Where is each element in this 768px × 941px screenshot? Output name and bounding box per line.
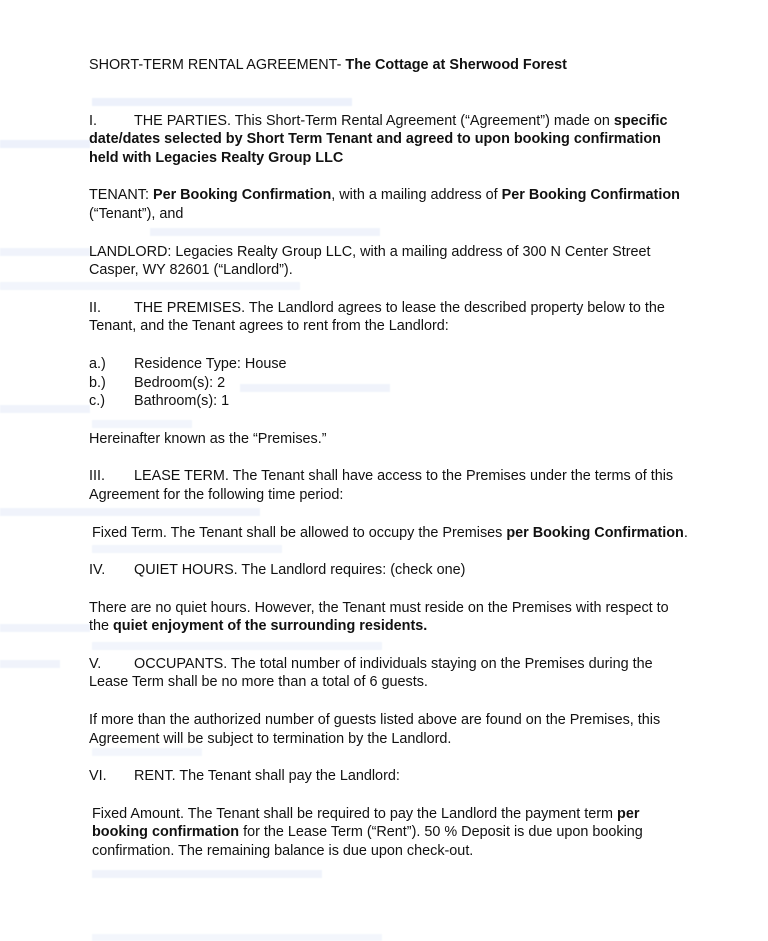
document-title bbox=[89, 56, 689, 75]
section-number: I. bbox=[89, 112, 97, 129]
section-number: IV. bbox=[89, 562, 106, 579]
section-text: RENT. The Tenant shall pay the Landlord: bbox=[134, 768, 400, 785]
section-occupants bbox=[89, 655, 689, 692]
section-lease-term bbox=[89, 467, 689, 504]
rent-text: Fixed Amount. The Tenant shall be required to pay the Landlord the payment term bbox=[92, 805, 618, 822]
tenant-label: TENANT: bbox=[89, 187, 153, 204]
section-text: LEASE TERM. The Tenant shall have access to the Premises under the terms of this Agreement for the following time period: bbox=[89, 468, 674, 503]
section-number: II. bbox=[89, 299, 101, 316]
list-item bbox=[89, 392, 689, 411]
quiet-body-text: There are no quiet hours. However, the Tenant must reside on the Premises with respect to the bbox=[89, 599, 669, 635]
list-text: Bathroom(s): 1 bbox=[134, 393, 230, 410]
occupants-body: If more than the authorized number of guests listed above are found on the Premises, this Agreement will be subject to termination by the Landlord. bbox=[89, 712, 661, 747]
section-text: OCCUPANTS. The total number of individuals staying on the Premises during the Lease Term shall be no more than a total of 6 guests. bbox=[89, 655, 653, 691]
section-number: VI. bbox=[89, 768, 107, 785]
section-premises bbox=[89, 299, 689, 336]
fixed-term-end: . bbox=[683, 524, 688, 541]
tenant-clause bbox=[89, 186, 689, 223]
quiet-hours-body bbox=[89, 599, 689, 636]
list-marker: c.) bbox=[89, 393, 105, 410]
list-item bbox=[89, 355, 689, 374]
section-text: THE PARTIES. This Short-Term Rental Agreement (“Agreement”) made on bbox=[134, 112, 614, 129]
section-parties bbox=[89, 112, 689, 168]
bleed-through-line bbox=[0, 660, 60, 668]
section-rent bbox=[89, 767, 689, 786]
title-prefix: SHORT-TERM RENTAL AGREEMENT- bbox=[89, 57, 346, 73]
tenant-name: Per Booking Confirmation bbox=[152, 187, 332, 204]
bleed-through-line bbox=[92, 934, 382, 941]
section-number: III. bbox=[89, 468, 105, 485]
list-text: Residence Type: House bbox=[134, 355, 287, 372]
bleed-through-line bbox=[0, 248, 90, 256]
quiet-body-bold: quiet enjoyment of the surrounding residents. bbox=[113, 618, 428, 635]
bleed-through-line bbox=[0, 624, 90, 632]
tenant-mid-text: , with a mailing address of bbox=[331, 187, 502, 204]
fixed-term-clause bbox=[89, 524, 689, 543]
list-item bbox=[89, 374, 689, 393]
list-text: Bedroom(s): 2 bbox=[134, 374, 226, 391]
tenant-address: Per Booking Confirmation bbox=[501, 187, 680, 204]
rent-tail: for the Lease Term (“Rent”). 50 % Deposit is due upon booking confirmation. The remaining balance is due upon check-out. bbox=[92, 824, 643, 860]
tenant-tail-text: (“Tenant”), and bbox=[89, 205, 184, 222]
property-name: The Cottage at Sherwood Forest bbox=[345, 57, 567, 73]
fixed-term-bold: per Booking Confirmation bbox=[506, 524, 684, 541]
landlord-clause: LANDLORD: Legacies Realty Group LLC, with a mailing address of 300 N Center Street Casper, WY 82601 (“Landlord”). bbox=[89, 243, 651, 279]
rent-body bbox=[89, 805, 689, 861]
premises-list bbox=[89, 355, 689, 411]
bleed-through-line bbox=[0, 140, 90, 148]
premises-definition: Hereinafter known as the “Premises.” bbox=[89, 430, 327, 447]
bleed-through-line bbox=[0, 405, 90, 413]
section-quiet-hours bbox=[89, 561, 689, 580]
list-marker: b.) bbox=[89, 374, 106, 391]
agreement-date-terms: specific date/dates selected by Short Term Tenant and agreed to upon booking confirmation held with Legacies Realty Group LLC bbox=[89, 112, 668, 166]
section-text: THE PREMISES. The Landlord agrees to lease the described property below to the Tenant, and the Tenant agrees to rent from the Landlord: bbox=[89, 299, 665, 335]
rent-bold: per booking confirmation bbox=[92, 805, 640, 841]
section-text: QUIET HOURS. The Landlord requires: (check one) bbox=[134, 562, 466, 579]
section-number: V. bbox=[89, 655, 102, 672]
list-marker: a.) bbox=[89, 355, 106, 372]
fixed-term-text: Fixed Term. The Tenant shall be allowed to occupy the Premises bbox=[92, 524, 507, 541]
agreement-document bbox=[89, 56, 689, 880]
